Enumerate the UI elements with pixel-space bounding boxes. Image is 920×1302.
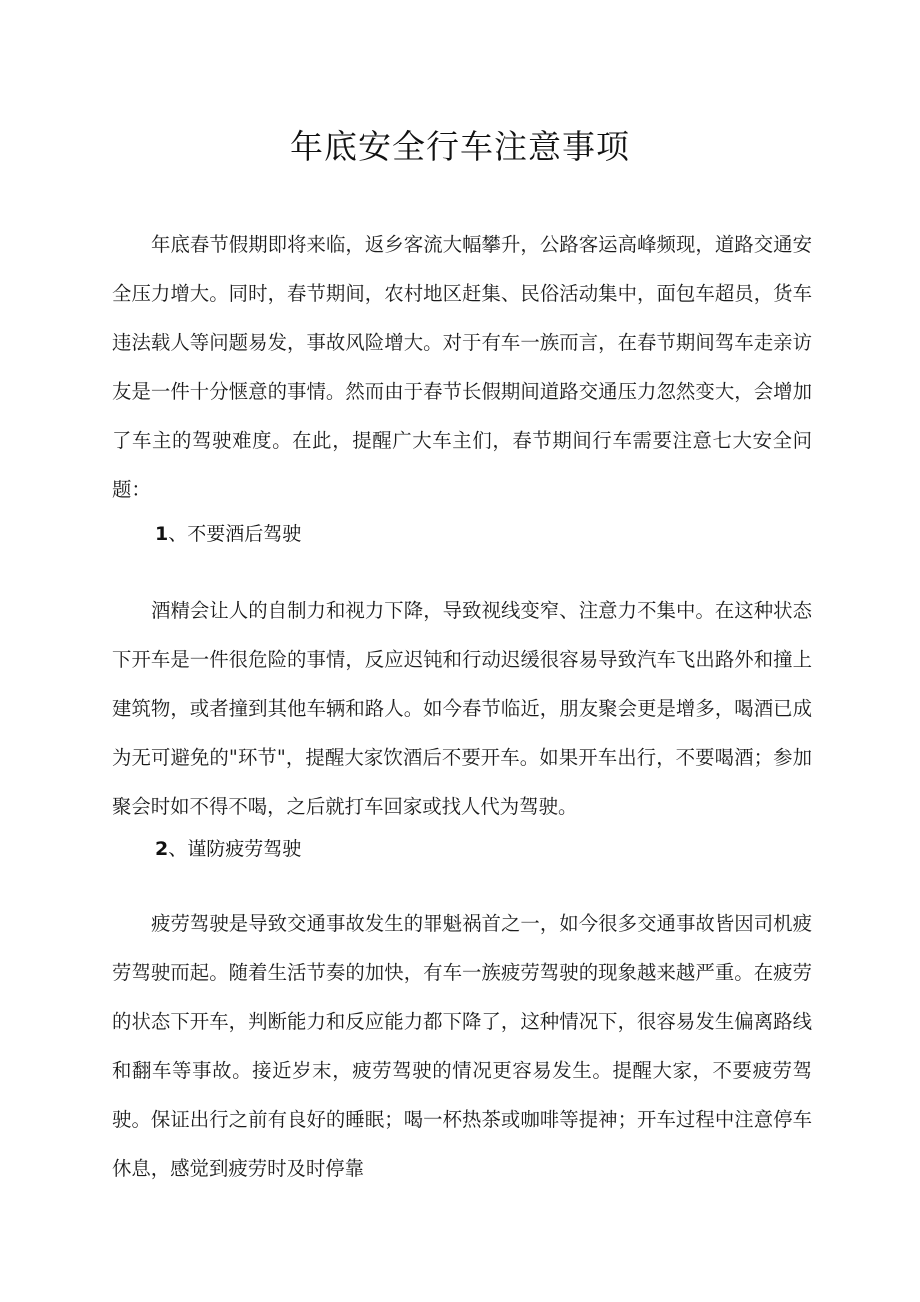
section-heading-2 [155, 834, 301, 864]
section-heading-text-1: 、不要酒后驾驶 [168, 523, 302, 545]
section-paragraph-1: 酒精会让人的自制力和视力下降，导致视线变窄、注意力不集中。在这种状态下开车是一件很危险的事情，反应迟钝和行动迟缓很容易导致汽车飞出路外和撞上建筑物，或者撞到其他车辆和路人。如今春节临近，朋友聚会更是增多，喝酒已成为无可避免的"环节"，提醒大家饮酒后不要开车。如果开车出行，不要喝酒；参加聚会时如不得不喝，之后就打车回家或找人代为驾驶。 [112, 599, 812, 818]
document-title: 年底安全行车注意事项 [290, 127, 630, 166]
intro-paragraph: 年底春节假期即将来临，返乡客流大幅攀升，公路客运高峰频现，道路交通安全压力增大。同时，春节期间，农村地区赶集、民俗活动集中，面包车超员，货车违法载人等问题易发，事故风险增大。对于有车一族而言，在春节期间驾车走亲访友是一件十分惬意的事情。然而由于春节长假期间道路交通压力忽然变大，会增加了车主的驾驶难度。在此，提醒广大车主们，春节期间行车需要注意七大安全问题： [112, 233, 812, 501]
section-number-1: 1 [155, 523, 169, 545]
section-heading-1 [155, 519, 301, 549]
section-heading-text-2: 、谨防疲劳驾驶 [168, 838, 302, 860]
section-number-2: 2 [155, 838, 169, 860]
section-paragraph-2: 疲劳驾驶是导致交通事故发生的罪魁祸首之一，如今很多交通事故皆因司机疲劳驾驶而起。随着生活节奏的加快，有车一族疲劳驾驶的现象越来越严重。在疲劳的状态下开车，判断能力和反应能力都下降了，这种情况下，很容易发生偏离路线和翻车等事故。接近岁末，疲劳驾驶的情况更容易发生。提醒大家，不要疲劳驾驶。保证出行之前有良好的睡眠；喝一杯热茶或咖啡等提神；开车过程中注意停车休息，感觉到疲劳时及时停靠 [112, 912, 812, 1180]
